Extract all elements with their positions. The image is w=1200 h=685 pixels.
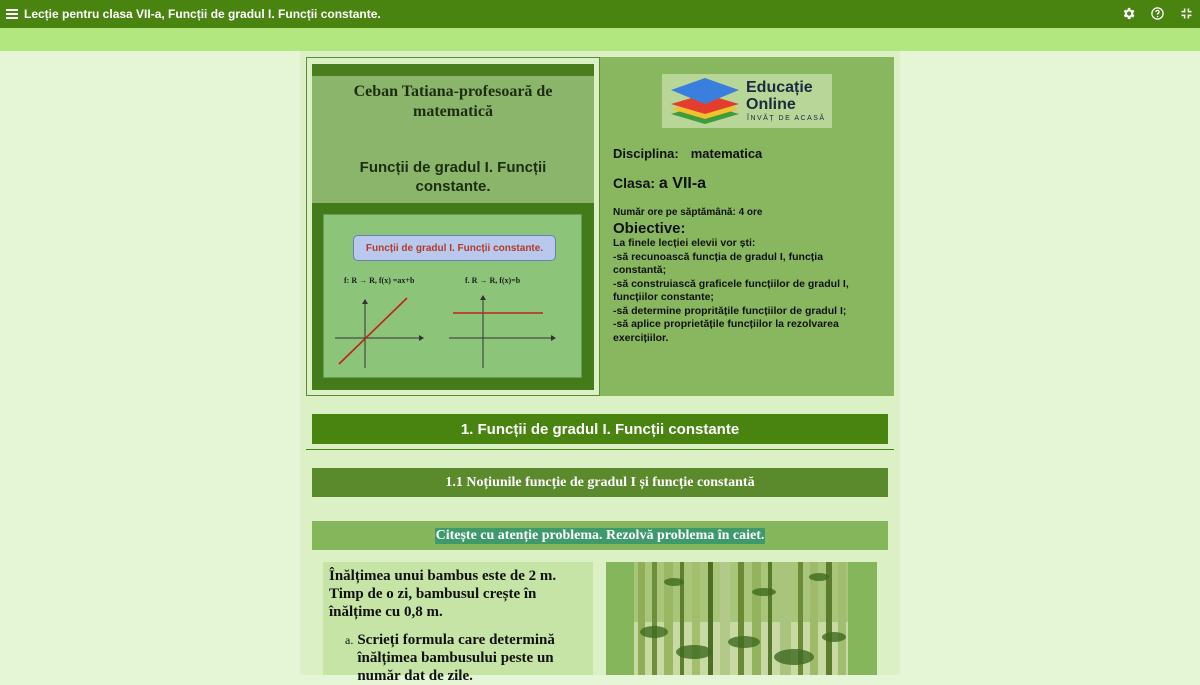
lesson-title: Funcții de gradul I. Funcții constante.	[359, 159, 547, 195]
layers-logo-icon	[669, 76, 741, 126]
app-topbar	[0, 0, 1200, 28]
instruction-text: Citește cu atenție problema. Rezolvă problema în caiet.	[435, 527, 765, 543]
objective-item: -să recunoască funcția de gradul I, funcția constantă;	[613, 250, 824, 276]
constant-graph	[449, 295, 556, 368]
objective-item: -să determine propritățile funcțiilor de gradul I;	[613, 304, 847, 317]
app-title: Lecție pentru clasa VII-a, Funcții de gradul I. Funcții constante.	[24, 7, 381, 21]
question-text: Scrieți formula care determină înălțimea bambusului peste un număr dat de zile.	[357, 632, 555, 684]
hours-per-week: Număr ore pe săptămână: 4 ore	[613, 207, 763, 218]
objective-item: -să construiască graficele funcțiilor de gradul I, funcțiilor constante;	[613, 277, 849, 303]
section-divider	[306, 449, 894, 450]
discipline-value: matematica	[690, 146, 763, 161]
section-heading-1: 1. Funcții de gradul I. Funcții constante	[312, 414, 888, 444]
settings-icon[interactable]	[1121, 6, 1136, 21]
problem-question-a	[345, 631, 585, 685]
sub-toolbar	[0, 28, 1200, 51]
bamboo-image	[634, 562, 848, 675]
author-name: Ceban Tatiana-profesoară de matematică	[353, 83, 553, 120]
slide-thumbnail-title: Funcții de gradul I. Funcții constante.	[353, 235, 556, 261]
linear-graph	[335, 298, 424, 368]
class-value: a VII-a	[658, 175, 707, 192]
section-heading-1-1: 1.1 Noțiunile funcție de gradul I și funcție constantă	[312, 468, 888, 497]
logo-name: Educație Online	[746, 79, 813, 113]
educatie-online-logo	[662, 74, 832, 128]
objectives-intro: La finele lecției elevii vor ști:	[613, 237, 756, 249]
fullscreen-exit-icon[interactable]	[1179, 6, 1194, 21]
instruction-banner	[312, 521, 888, 550]
slide-formula-constant: f. R → R, f(x)=b	[465, 276, 521, 285]
slide-formula-linear: f: R → R, f(x) =ax+b	[344, 276, 415, 285]
menu-icon[interactable]	[6, 9, 18, 19]
question-letter: a.	[345, 633, 354, 647]
objective-item: -să aplice proprietățile funcțiilor la rezolvarea exercițiilor.	[613, 318, 839, 344]
title-card-band	[312, 64, 594, 76]
discipline-row	[613, 146, 762, 161]
slide-graphs	[323, 290, 582, 378]
discipline-label: Disciplina:	[613, 146, 679, 161]
toolbar-icons	[1121, 6, 1194, 21]
problem-text: Înălțimea unui bambus este de 2 m. Timp de o zi, bambusul crește în înălțime cu 0,8 m.	[329, 568, 557, 620]
objectives-list	[613, 237, 873, 345]
logo-tagline: ÎNVĂȚ DE ACASĂ	[747, 115, 826, 122]
class-label: Clasa:	[613, 175, 656, 191]
help-icon[interactable]	[1150, 6, 1165, 21]
objectives-title: Obiective:	[613, 220, 686, 237]
class-row	[613, 175, 706, 193]
